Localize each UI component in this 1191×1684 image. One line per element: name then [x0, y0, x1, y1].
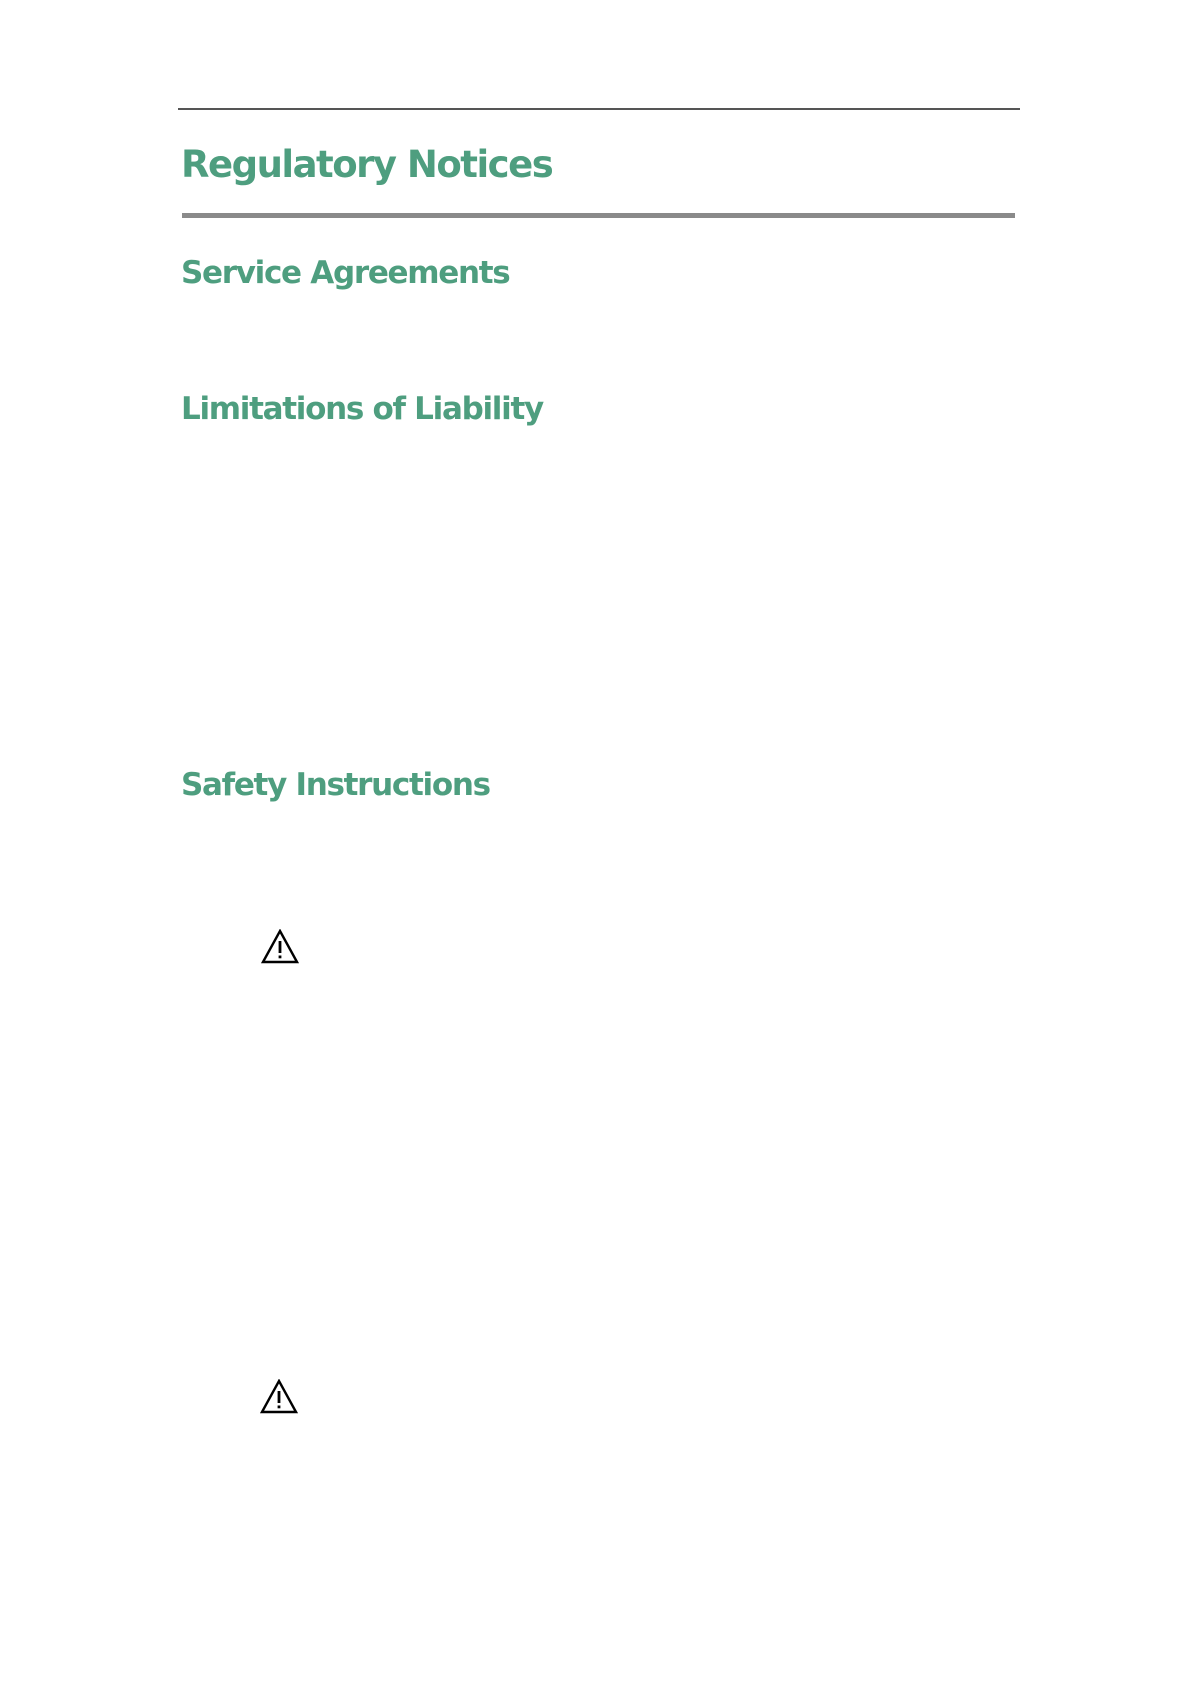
warning-triangle-icon: [260, 1379, 298, 1414]
chapter-title-rule: [182, 213, 1015, 218]
chapter-title: Regulatory Notices: [181, 143, 553, 186]
section-heading-limitations-of-liability: Limitations of Liability: [181, 391, 543, 427]
section-heading-service-agreements: Service Agreements: [181, 255, 510, 291]
section-heading-safety-instructions: Safety Instructions: [181, 767, 490, 803]
header-rule: [178, 108, 1020, 110]
warning-triangle-icon: [261, 929, 299, 964]
